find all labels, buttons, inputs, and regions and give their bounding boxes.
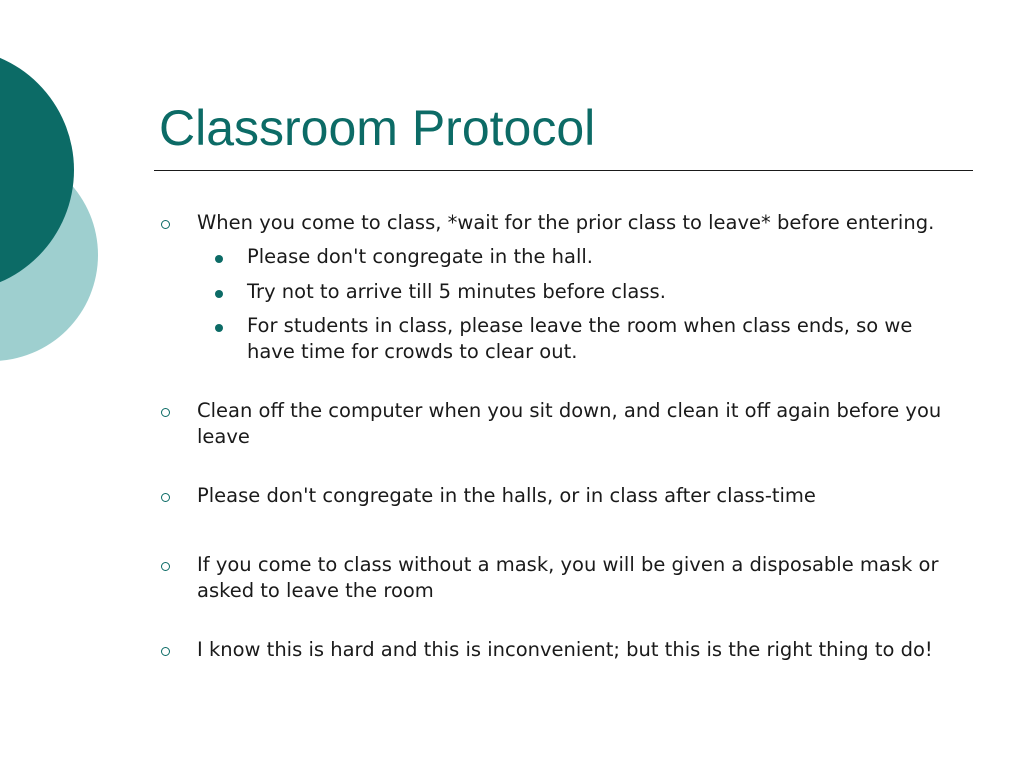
bullet-item-4 xyxy=(197,552,972,604)
ring-bullet-icon xyxy=(157,210,173,236)
bullet-text: I know this is hard and this is inconvenient; but this is the right thing to do! xyxy=(197,638,933,661)
sub-bullet-item-3 xyxy=(247,313,947,365)
bullet-item-1 xyxy=(197,210,972,236)
dot-bullet-icon xyxy=(211,244,227,270)
sub-bullet-text: For students in class, please leave the room when class ends, so we have time for crowds to clear out. xyxy=(247,314,913,363)
sub-bullet-item-1 xyxy=(247,244,947,270)
bullet-text: Clean off the computer when you sit down, and clean it off again before you leave xyxy=(197,399,942,448)
bullet-item-5 xyxy=(197,637,972,663)
sub-bullet-text: Please don't congregate in the hall. xyxy=(247,245,594,268)
ring-bullet-icon xyxy=(157,483,173,509)
bullet-text: When you come to class, *wait for the prior class to leave* before entering. xyxy=(197,211,935,234)
slide-title: Classroom Protocol xyxy=(159,100,596,156)
bullet-text: Please don't congregate in the halls, or in class after class-time xyxy=(197,484,816,507)
title-divider xyxy=(154,170,973,171)
dot-bullet-icon xyxy=(211,313,227,339)
decorative-circles xyxy=(0,0,120,420)
ring-bullet-icon xyxy=(157,637,173,663)
bullet-item-2 xyxy=(197,398,972,450)
ring-bullet-icon xyxy=(157,552,173,578)
sub-bullet-item-2 xyxy=(247,279,947,305)
bullet-item-3 xyxy=(197,483,972,509)
dot-bullet-icon xyxy=(211,279,227,305)
ring-bullet-icon xyxy=(157,398,173,424)
sub-bullet-text: Try not to arrive till 5 minutes before class. xyxy=(247,280,666,303)
bullet-text: If you come to class without a mask, you will be given a disposable mask or asked to leave the room xyxy=(197,553,939,602)
